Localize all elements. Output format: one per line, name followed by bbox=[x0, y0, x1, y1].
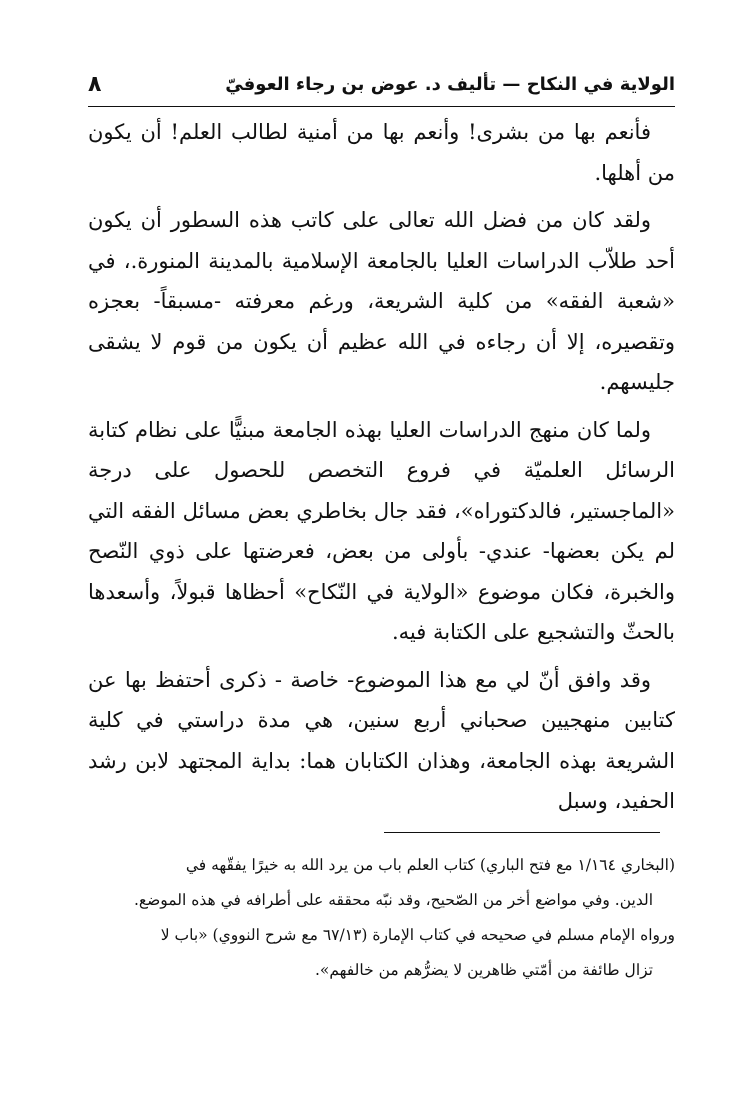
footnote-separator bbox=[384, 832, 660, 833]
footnote-line: ورواه الإمام مسلم في صحيحه في كتاب الإمارة (٦٧/١٣ مع شرح النووي) «باب لا bbox=[160, 926, 675, 944]
paragraph: وقد وافق أنّ لي مع هذا الموضوع- خاصة - ذكرى أحتفظ بها عن كتابين منهجيين صحباني أربع سنين، هي مدة دراستي في كلية الشريعة بهذه الجامعة، وهذان الكتابان هما: بداية المجتهد لابن رشد الحفيد، وسبل bbox=[88, 667, 675, 813]
body-text bbox=[88, 112, 675, 829]
footnote-line: الدين. وفي مواضع أخر من الصّحيح، وقد نبّه محققه على أطرافه في هذه الموضع. bbox=[133, 891, 653, 909]
footnotes bbox=[88, 848, 675, 988]
paragraph: ولقد كان من فضل الله تعالى على كاتب هذه السطور أن يكون أحد طلاّب الدراسات العليا بالجامعة الإسلامية بالمدينة المنورة.، في «شعبة الفقه» من كلية الشريعة، ورغم معرفته -مسبقاً- بعجزه وتقصيره، إلا أن رجاءه في الله عظيم أن يكون من قوم لا يشقى جليسهم. bbox=[88, 208, 675, 394]
paragraph: فأنعم بها من بشرى! وأنعم بها من أمنية لطالب العلم! أن يكون من أهلها. bbox=[88, 120, 675, 185]
running-header bbox=[88, 72, 675, 107]
running-title: الولاية في النكاح — تأليف د. عوض بن رجاء العوفيّ bbox=[225, 74, 675, 95]
footnote-line: (البخاري ١/١٦٤ مع فتح الباري) كتاب العلم باب من يرد الله به خيرًا يفقّهه في bbox=[185, 856, 675, 874]
paragraph: ولما كان منهج الدراسات العليا بهذه الجامعة مبنيًّا على نظام كتابة الرسائل العلميّة في فروع التخصص للحصول على درجة «الماجستير، فالدكتوراه»، فقد جال بخاطري بعض مسائل الفقه التي لم يكن بعضها- عندي- بأولى من بعض، فعرضتها على ذوي النّصح والخبرة، فكان موضوع «الولاية في النّكاح» أحظاها قبولاً، وأسعدها بالحثّ والتشجيع على الكتابة فيه. bbox=[88, 417, 675, 644]
footnote-line: تزال طائفة من أمّتي ظاهرين لا يضرُّهم من خالفهم». bbox=[314, 961, 653, 979]
page-number: ٨ bbox=[88, 72, 102, 97]
